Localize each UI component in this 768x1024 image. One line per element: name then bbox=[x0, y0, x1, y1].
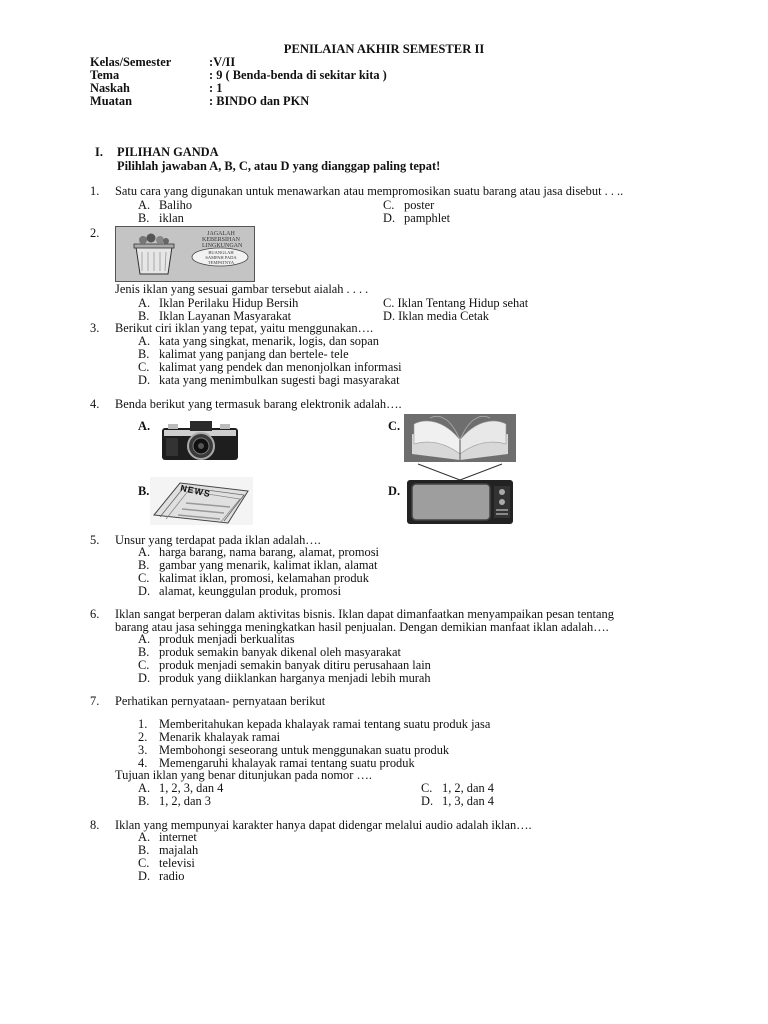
newspaper-icon bbox=[150, 477, 253, 525]
question-number: 6. bbox=[90, 607, 100, 621]
question-text-continued: barang atau jasa sehingga meningkatkan hasil penjualan. Dengan demikian manfaat iklan adalah…. bbox=[115, 620, 609, 634]
statement-text: Memengaruhi khalayak ramai tentang suatu produk bbox=[159, 756, 415, 770]
poster-line: SAMPAH PADA bbox=[205, 255, 237, 260]
option-letter: C. bbox=[383, 198, 395, 212]
option-letter: B. bbox=[138, 309, 150, 323]
television-image[interactable] bbox=[404, 462, 516, 526]
poster-line: JAGALAH bbox=[207, 231, 235, 237]
statement-number: 4. bbox=[138, 756, 148, 770]
question-number: 3. bbox=[90, 321, 100, 335]
option-text: Iklan Layanan Masyarakat bbox=[159, 309, 292, 323]
poster-image bbox=[115, 226, 255, 282]
section-number: I. bbox=[95, 145, 103, 159]
option-d[interactable] bbox=[138, 672, 431, 685]
option-letter: D. bbox=[383, 211, 396, 225]
statement-text: Memberitahukan kepada khalayak ramai tentang suatu produk jasa bbox=[159, 717, 491, 731]
option-letter: A. bbox=[138, 830, 151, 844]
header-value-subject: : BINDO dan PKN bbox=[209, 94, 310, 108]
poster-bubble-text bbox=[202, 250, 240, 265]
option-letter: A. bbox=[138, 545, 151, 559]
option-text: kata yang menimbulkan sugesti bagi masyarakat bbox=[159, 373, 400, 387]
option-text: Baliho bbox=[159, 198, 193, 212]
header-label-theme: Tema bbox=[90, 68, 120, 82]
option-d[interactable] bbox=[421, 795, 494, 808]
option-text: 1, 3, dan 4 bbox=[442, 794, 494, 808]
option-text: 1, 2, dan 4 bbox=[442, 781, 494, 795]
question-number: 4. bbox=[90, 397, 100, 411]
statement-number: 3. bbox=[138, 743, 148, 757]
option-letter: B. bbox=[138, 794, 150, 808]
question-text: Iklan sangat berperan dalam aktivitas bisnis. Iklan dapat dimanfaatkan menyampaikan pesan tentang bbox=[115, 607, 614, 621]
option-text: kalimat iklan, promosi, kelamahan produk bbox=[159, 571, 369, 585]
option-text: majalah bbox=[159, 843, 199, 857]
option-letter: A. bbox=[138, 198, 151, 212]
option-letter: D. bbox=[138, 373, 151, 387]
header-label-subject: Muatan bbox=[90, 94, 132, 108]
option-text: televisi bbox=[159, 856, 195, 870]
option-letter: C. bbox=[421, 781, 433, 795]
statement-text: Menarik khalayak ramai bbox=[159, 730, 281, 744]
question-number: 8. bbox=[90, 818, 100, 832]
option-letter: C. bbox=[138, 360, 150, 374]
header-value-class: :V/II bbox=[209, 55, 236, 69]
option-text: gambar yang menarik, kalimat iklan, alamat bbox=[159, 558, 378, 572]
poster-line: LINGKUNGAN bbox=[202, 243, 243, 249]
question-number: 1. bbox=[90, 184, 100, 198]
question-number: 5. bbox=[90, 533, 100, 547]
option-b[interactable] bbox=[138, 795, 211, 808]
option-letter: B. bbox=[138, 843, 150, 857]
question-text: Iklan yang mempunyai karakter hanya dapat didengar melalui audio adalah iklan…. bbox=[115, 818, 532, 832]
question-text: Satu cara yang digunakan untuk menawarkan atau mempromosikan suatu barang atau jasa disebut . . .. bbox=[115, 184, 624, 198]
option-letter: B. bbox=[138, 558, 150, 572]
option-text: kalimat yang panjang dan bertele- tele bbox=[159, 347, 349, 361]
option-d[interactable] bbox=[383, 310, 489, 323]
option-letter: C. bbox=[138, 856, 150, 870]
camera-icon bbox=[160, 416, 240, 462]
option-text: iklan bbox=[159, 211, 184, 225]
option-text: produk menjadi berkualitas bbox=[159, 632, 295, 646]
option-letter: B. bbox=[138, 211, 150, 225]
option-d[interactable] bbox=[383, 212, 450, 225]
option-letter: B. bbox=[138, 347, 150, 361]
option-text: produk semakin banyak dikenal oleh masyarakat bbox=[159, 645, 401, 659]
poster-headline bbox=[202, 231, 243, 249]
question-number: 2. bbox=[90, 226, 100, 240]
option-letter: A. bbox=[138, 632, 151, 646]
newspaper-image[interactable] bbox=[150, 477, 253, 525]
statement-text: Membohongi seseorang untuk menggunakan suatu produk bbox=[159, 743, 450, 757]
page-title: PENILAIAN AKHIR SEMESTER II bbox=[283, 42, 485, 56]
option-text: Iklan media Cetak bbox=[398, 309, 489, 323]
section-title: PILIHAN GANDA bbox=[117, 145, 219, 159]
option-text: poster bbox=[404, 198, 435, 212]
option-letter: D. bbox=[138, 584, 151, 598]
question-number: 7. bbox=[90, 694, 100, 708]
option-b[interactable] bbox=[138, 212, 184, 225]
option-letter: C. bbox=[138, 571, 150, 585]
option-letter: A. bbox=[138, 781, 151, 795]
television-icon bbox=[404, 462, 516, 526]
header-value-theme: : 9 ( Benda-benda di sekitar kita ) bbox=[209, 68, 387, 82]
poster-line: KEBERSIHAN bbox=[202, 237, 241, 243]
header-label-class: Kelas/Semester bbox=[90, 55, 172, 69]
statement-number: 2. bbox=[138, 730, 148, 744]
book-image[interactable] bbox=[404, 414, 516, 462]
option-d[interactable] bbox=[138, 374, 400, 387]
option-text: kalimat yang pendek dan menonjolkan informasi bbox=[159, 360, 402, 374]
option-letter: D. bbox=[138, 671, 151, 685]
option-c-letter[interactable]: C. bbox=[388, 419, 401, 433]
question-text-continued: Tujuan iklan yang benar ditunjukan pada nomor …. bbox=[115, 768, 372, 782]
option-text: alamat, keunggulan produk, promosi bbox=[159, 584, 342, 598]
option-text: 1, 2, 3, dan 4 bbox=[159, 781, 224, 795]
option-text: Iklan Perilaku Hidup Bersih bbox=[159, 296, 299, 310]
option-letter: B. bbox=[138, 645, 150, 659]
option-letter: C. bbox=[138, 658, 150, 672]
option-letter: C. bbox=[383, 296, 395, 310]
option-text: radio bbox=[159, 869, 185, 883]
question-text: Jenis iklan yang sesuai gambar tersebut aialah . . . . bbox=[115, 282, 369, 296]
poster-line: TEMPATNYA bbox=[207, 260, 235, 265]
question-text: Unsur yang terdapat pada iklan adalah…. bbox=[115, 533, 321, 547]
statement-number: 1. bbox=[138, 717, 148, 731]
question-text: Benda berikut yang termasuk barang elektronik adalah…. bbox=[115, 397, 402, 411]
camera-image[interactable] bbox=[160, 416, 240, 462]
option-d[interactable] bbox=[138, 870, 184, 883]
option-d-letter[interactable]: D. bbox=[388, 484, 401, 498]
newspaper-label: NEWS bbox=[179, 482, 212, 500]
section-instruction: Pilihlah jawaban A, B, C, atau D yang dianggap paling tepat! bbox=[117, 159, 441, 173]
option-text: Iklan Tentang Hidup sehat bbox=[397, 296, 529, 310]
option-letter: D. bbox=[138, 869, 151, 883]
option-text: kata yang singkat, menarik, logis, dan sopan bbox=[159, 334, 379, 348]
header-label-script: Naskah bbox=[90, 81, 130, 95]
option-a-letter[interactable]: A. bbox=[138, 419, 151, 433]
option-text: internet bbox=[159, 830, 197, 844]
question-text: Berikut ciri iklan yang tepat, yaitu menggunakan…. bbox=[115, 321, 374, 335]
option-text: harga barang, nama barang, alamat, promosi bbox=[159, 545, 379, 559]
header-value-script: : 1 bbox=[209, 81, 223, 95]
option-b-letter[interactable]: B. bbox=[138, 484, 150, 498]
option-letter: D. bbox=[421, 794, 434, 808]
book-icon bbox=[404, 414, 516, 462]
option-text: produk menjadi semakin banyak ditiru perusahaan lain bbox=[159, 658, 431, 672]
option-letter: A. bbox=[138, 296, 151, 310]
option-letter: D. bbox=[383, 309, 396, 323]
question-text: Perhatikan pernyataan- pernyataan berikut bbox=[115, 694, 326, 708]
option-d[interactable] bbox=[138, 585, 341, 598]
option-letter: A. bbox=[138, 334, 151, 348]
option-text: produk yang diiklankan harganya menjadi lebih murah bbox=[159, 671, 431, 685]
poster-line: BUANGLAH bbox=[208, 250, 234, 255]
option-text: 1, 2, dan 3 bbox=[159, 794, 211, 808]
option-text: pamphlet bbox=[404, 211, 451, 225]
